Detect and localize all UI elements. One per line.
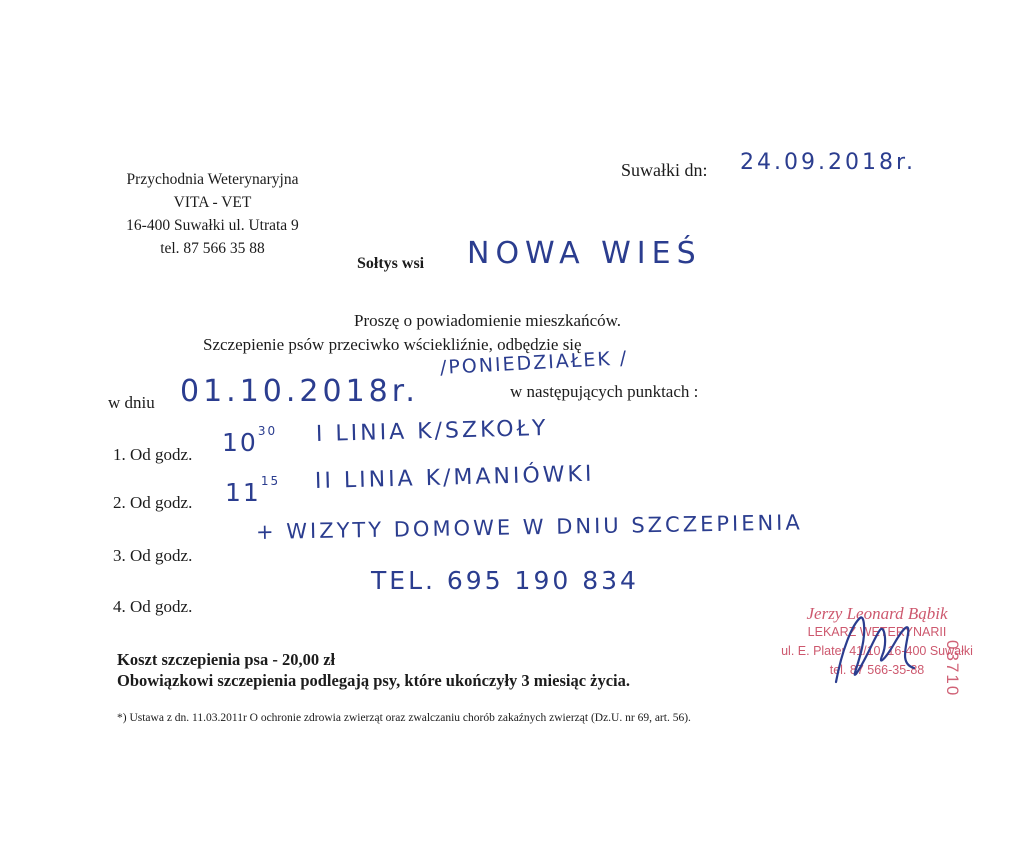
intro-line-1: Proszę o powiadomienie mieszkańców. xyxy=(354,311,622,330)
point-2-time xyxy=(225,474,281,507)
clinic-brand: VITA - VET xyxy=(173,194,252,211)
date-label: Suwałki dn: xyxy=(621,160,708,180)
date-value: 24.09.2018r. xyxy=(740,150,916,175)
stamp-number: 03710 xyxy=(943,640,962,698)
obligation-text: Obowiązkowi szczepienia podlegają psy, które ukończyły 3 miesiąc życia. xyxy=(117,671,631,690)
point-1-hour: 10 xyxy=(222,428,258,457)
village-value: NOWA WIEŚ xyxy=(467,236,702,271)
when-label: w dniu xyxy=(108,393,155,412)
point-4-label: 4. Od godz. xyxy=(113,597,193,616)
point-3-note: + WIZYTY DOMOWE W DNIU SZCZEPIENIA xyxy=(255,510,803,544)
signature xyxy=(822,590,932,700)
point-1-minute: 30 xyxy=(257,424,278,438)
clinic-name: Przychodnia Weterynaryjna xyxy=(126,171,299,188)
cost-text: Koszt szczepienia psa - 20,00 zł xyxy=(117,650,336,669)
point-2-label: 2. Od godz. xyxy=(113,493,193,512)
clinic-address: 16-400 Suwałki ul. Utrata 9 xyxy=(126,217,299,234)
point-3-label: 3. Od godz. xyxy=(113,546,193,565)
point-1-label: 1. Od godz. xyxy=(113,445,193,464)
point-2-hour: 11 xyxy=(225,478,261,507)
when-suffix: w następujących punktach : xyxy=(510,382,699,401)
stamp-name: Jerzy Leonard Bąbik xyxy=(806,604,948,623)
point-1-place: I LINIA K/SZKOŁY xyxy=(315,415,549,447)
when-value: 01.10.2018r. xyxy=(180,374,419,409)
point-2-place: II LINIA K/MANIÓWKI xyxy=(314,461,595,494)
point-4-note: TEL. 695 190 834 xyxy=(371,566,639,595)
footnote: *) Ustawa z dn. 11.03.2011r O ochronie zdrowia zwierząt oraz zwalczaniu chorób zakaźnych zwierząt (Dz.U. nr 69, art. 56). xyxy=(117,712,691,724)
day-note: /PONIEDZIAŁEK / xyxy=(439,347,629,379)
stamp-phone: tel. 87 566-35-88 xyxy=(829,663,925,677)
point-2-minute: 15 xyxy=(260,474,281,488)
clinic-phone: tel. 87 566 35 88 xyxy=(160,240,265,257)
village-label: Sołtys wsi xyxy=(357,255,425,272)
stamp-address: ul. E. Plater 41/10, 16-400 Suwałki xyxy=(781,644,973,658)
clinic-header xyxy=(105,168,320,260)
point-1-time xyxy=(222,424,278,457)
intro-line-2: Szczepienie psów przeciwko wściekliźnie, odbędzie się xyxy=(203,335,582,354)
stamp-title: LEKARZ WETERYNARII xyxy=(807,625,947,639)
